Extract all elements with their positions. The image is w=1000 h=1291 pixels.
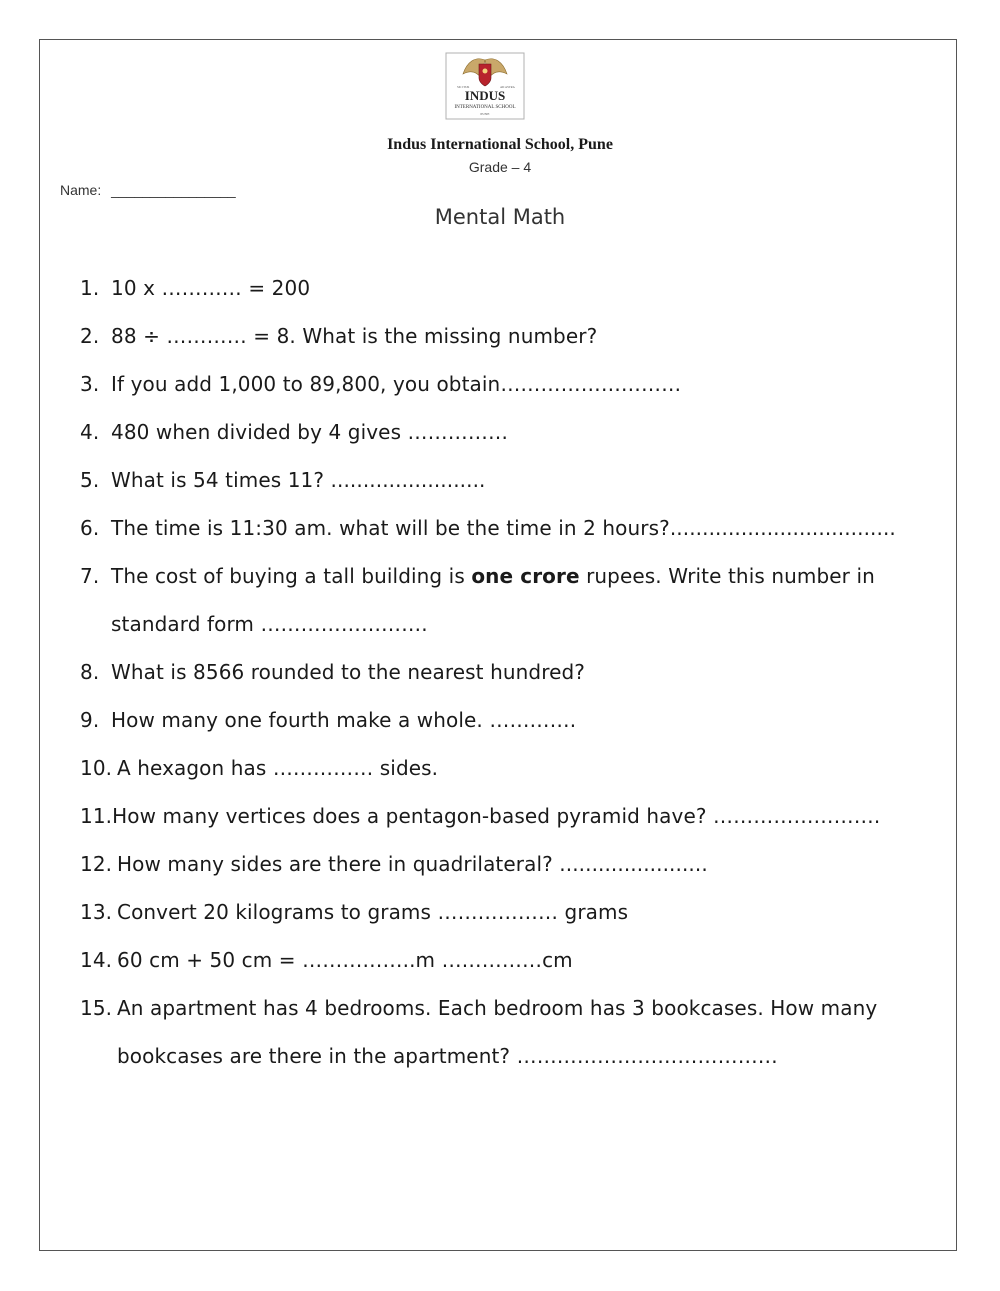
question-text: How many vertices does a pentagon-based pyramid have? ……………………. [112,804,881,828]
question-text: How many one fourth make a whole. …………. [111,708,577,732]
question-list [80,264,940,1080]
question-item [80,504,940,552]
question-text: 60 cm + 50 cm = ……………..m ……………cm [117,948,573,972]
question-number: 4. [80,420,100,444]
name-blank[interactable]: ________________ [111,182,236,198]
question-item [80,552,940,648]
question-number: 14. [80,948,113,972]
question-item [80,792,940,840]
question-number: 11. [80,804,113,828]
question-text: An apartment has 4 bedrooms. Each bedroom has 3 bookcases. How many bookcases are there in the apartment? ………………………………… [117,996,878,1068]
question-number: 15. [80,996,113,1020]
svg-text:SIC ITUR: SIC ITUR [457,85,470,89]
worksheet-title: Mental Math [434,205,566,229]
logo-subtext: INTERNATIONAL SCHOOL [454,105,516,110]
question-number: 1. [80,276,100,300]
question-text: What is 54 times 11? ........................ [111,468,486,492]
logo-wordmark: INDUS [464,88,506,103]
question-number: 12. [80,852,113,876]
question-text: If you add 1,000 to 89,800, you obtain……………………… [111,372,682,396]
svg-text:AD ASTRA: AD ASTRA [500,85,515,89]
logo-city: PUNE [480,112,490,116]
question-item [80,744,940,792]
question-text-part: rupees. Write this number in standard form ……………………. [111,564,875,636]
question-number: 5. [80,468,100,492]
question-item [80,264,940,312]
name-field[interactable] [60,182,236,198]
question-item [80,888,940,936]
question-emphasis: one crore [471,564,580,588]
question-item [80,312,940,360]
question-text: What is 8566 rounded to the nearest hundred? [111,660,585,684]
question-number: 3. [80,372,100,396]
question-text: The time is 11:30 am. what will be the time in 2 hours?................................... [111,516,896,540]
question-text-part: The cost of buying a tall building is [111,564,472,588]
grade-label: Grade – 4 [468,159,532,175]
question-item [80,408,940,456]
question-text: A hexagon has …………… sides. [117,756,439,780]
question-number: 7. [80,564,100,588]
question-item [80,360,940,408]
question-text [111,552,921,648]
question-item [80,648,940,696]
question-item [80,936,940,984]
school-logo [445,52,525,120]
name-label: Name: [60,182,102,198]
question-number: 8. [80,660,100,684]
question-text: 88 ÷ ………… = 8. What is the missing number? [111,324,598,348]
school-name: Indus International School, Pune [387,136,613,153]
question-text: 10 x ………… = 200 [111,276,311,300]
question-number: 6. [80,516,100,540]
question-number: 9. [80,708,100,732]
question-text: How many sides are there in quadrilateral? ....................... [117,852,708,876]
question-text: 480 when divided by 4 gives …………… [111,420,509,444]
question-item [80,456,940,504]
question-number: 13. [80,900,113,924]
question-item [80,696,940,744]
question-text: Convert 20 kilograms to grams ……………… grams [117,900,629,924]
question-item [80,984,940,1080]
question-item [80,840,940,888]
question-number: 10. [80,756,113,780]
question-number: 2. [80,324,100,348]
